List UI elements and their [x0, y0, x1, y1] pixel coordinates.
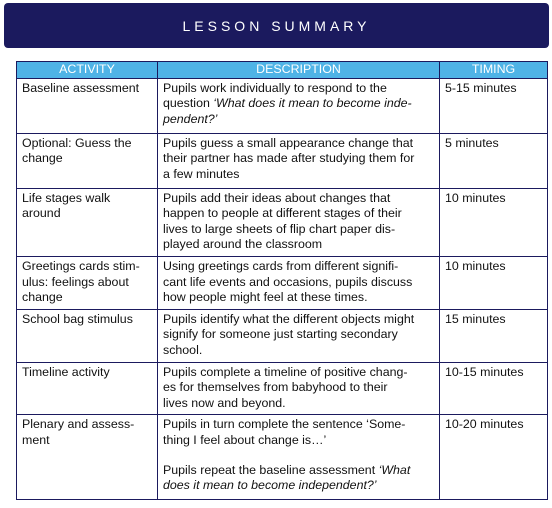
activity-line: around — [22, 206, 61, 221]
description-line — [163, 312, 436, 328]
description-line — [163, 327, 436, 343]
description-text: thing I feel about change is…’ — [163, 432, 327, 447]
table-row — [17, 362, 548, 415]
description-line — [163, 81, 436, 97]
description-cell — [158, 133, 440, 188]
description-text: their partner has made after studying them for — [163, 151, 415, 166]
activity-line: change — [22, 290, 63, 305]
description-text: Pupils in turn complete the sentence ‘Some- — [163, 417, 406, 432]
description-line — [163, 380, 436, 396]
description-line — [163, 396, 436, 412]
activity-line: School bag stimulus — [22, 311, 133, 326]
description-cell — [158, 415, 440, 500]
timing-cell: 10 minutes — [440, 256, 548, 309]
activity-cell — [17, 309, 158, 362]
description-line — [163, 206, 436, 222]
description-line — [163, 136, 436, 152]
description-text: Using greetings cards from different signifi- — [163, 258, 399, 273]
description-cell — [158, 256, 440, 309]
table-row — [17, 78, 548, 133]
description-italic-text: ‘What does it mean to become inde- — [213, 96, 412, 111]
activity-cell — [17, 362, 158, 415]
description-text: Pupils repeat the baseline assessment — [163, 462, 379, 477]
activity-line: Greetings cards stim- — [22, 258, 140, 273]
activity-line: ulus: feelings about — [22, 274, 129, 289]
timing-cell: 10 minutes — [440, 188, 548, 256]
description-text: lives now and beyond. — [163, 395, 286, 410]
description-line — [163, 290, 436, 306]
description-line — [163, 259, 436, 275]
activity-line: Life stages walk — [22, 190, 111, 205]
table-body — [17, 78, 548, 500]
description-text: Pupils work individually to respond to the — [163, 80, 387, 95]
description-italic-text: pendent?’ — [163, 111, 218, 126]
description-text: Pupils add their ideas about changes that — [163, 190, 391, 205]
description-line — [163, 222, 436, 238]
table-row — [17, 309, 548, 362]
description-text: cant life events and occasions, pupils discuss — [163, 274, 413, 289]
activity-line: Optional: Guess the — [22, 135, 132, 150]
timing-cell: 5-15 minutes — [440, 78, 548, 133]
activity-cell — [17, 133, 158, 188]
header-activity: ACTIVITY — [17, 62, 158, 79]
paragraph-gap — [163, 449, 436, 463]
lesson-summary-table — [16, 61, 548, 500]
description-text: a few minutes — [163, 166, 240, 181]
description-line — [163, 343, 436, 359]
timing-cell: 5 minutes — [440, 133, 548, 188]
activity-cell — [17, 415, 158, 500]
table-row — [17, 415, 548, 500]
description-line — [163, 478, 436, 494]
description-cell — [158, 78, 440, 133]
title-banner — [4, 3, 549, 48]
description-cell — [158, 362, 440, 415]
timing-cell: 10-20 minutes — [440, 415, 548, 500]
header-description: DESCRIPTION — [158, 62, 440, 79]
table-row — [17, 256, 548, 309]
activity-line: Plenary and assess- — [22, 417, 135, 432]
description-line — [163, 237, 436, 253]
table-row — [17, 188, 548, 256]
header-timing: TIMING — [440, 62, 548, 79]
description-text: happen to people at different stages of their — [163, 206, 402, 221]
description-text: Pupils identify what the different objects might — [163, 311, 415, 326]
description-line — [163, 112, 436, 128]
description-line — [163, 417, 436, 433]
timing-cell: 10-15 minutes — [440, 362, 548, 415]
activity-line: ment — [22, 432, 50, 447]
activity-line: change — [22, 151, 63, 166]
description-text: Pupils guess a small appearance change that — [163, 135, 414, 150]
timing-cell: 15 minutes — [440, 309, 548, 362]
description-line — [163, 167, 436, 183]
description-text: played around the classroom — [163, 237, 323, 252]
description-text: signify for someone just starting secondary — [163, 327, 398, 342]
description-line — [163, 275, 436, 291]
description-text: school. — [163, 342, 203, 357]
description-line — [163, 151, 436, 167]
description-text: lives to large sheets of flip chart paper dis- — [163, 221, 396, 236]
table-row — [17, 133, 548, 188]
activity-cell — [17, 188, 158, 256]
description-line — [163, 463, 436, 479]
description-text: Pupils complete a timeline of positive chang- — [163, 364, 408, 379]
activity-line: Baseline assessment — [22, 80, 140, 95]
description-italic-text: does it mean to become independent?’ — [163, 478, 377, 493]
description-italic-text: ‘What — [378, 462, 411, 477]
description-line — [163, 365, 436, 381]
description-cell — [158, 309, 440, 362]
page-title: LESSON SUMMARY — [182, 17, 371, 34]
description-text: question — [163, 96, 214, 111]
activity-cell — [17, 256, 158, 309]
description-line — [163, 191, 436, 207]
description-line — [163, 96, 436, 112]
description-text: es for themselves from babyhood to their — [163, 380, 388, 395]
description-text: how people might feel at these times. — [163, 290, 368, 305]
description-line — [163, 433, 436, 449]
activity-cell — [17, 78, 158, 133]
activity-line: Timeline activity — [22, 364, 110, 379]
description-cell — [158, 188, 440, 256]
table-header-row — [17, 62, 548, 79]
